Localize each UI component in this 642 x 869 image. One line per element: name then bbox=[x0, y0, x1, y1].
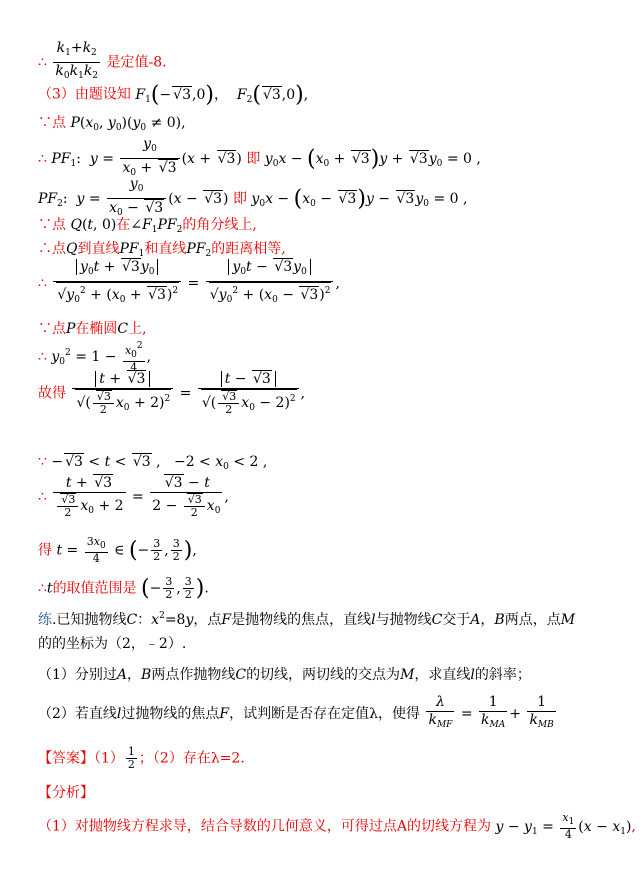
ratio-fraction-1: t + √ 3 √ $\frac{3}{2}$ $x_0 + 2$ bbox=[53, 474, 125, 520]
line-pf1: ∴ $PF_1$: y = $\frac{y_0}{x_0 + √ 3}$ (x + √ 3) 即 $y_0x - (x_0$ + √ 3)y + √ $3y_0 = 0$ , bbox=[38, 136, 481, 182]
ratio-fraction-2: √ 3 − t 2 − √ $\frac{3}{2}$ $x_0$ bbox=[150, 474, 222, 520]
therefore-symbol: ∴ bbox=[38, 580, 47, 597]
point-p-expr: $P(x_0$, $y_0)(y_0 \ne 0)$, bbox=[70, 115, 186, 133]
because-text: ∵点 bbox=[38, 217, 66, 233]
therefore-text: ∴点 bbox=[38, 241, 66, 257]
x0-sq-over-4: $\frac{x_0^2}{4}$ bbox=[124, 341, 143, 374]
ie-text: 即 bbox=[232, 191, 247, 207]
answer-label: 【答案】 bbox=[38, 750, 94, 767]
distance-fraction-1: $y_0t$ + √ $3y_0$ √ $y_0^2 + (x_0$ + √ 3)$^2$ bbox=[53, 258, 181, 309]
therefore-symbol: ∴ bbox=[38, 151, 47, 167]
answer-line bbox=[38, 746, 245, 771]
exercise-text-3: 是抛物线的焦点，直线 bbox=[231, 612, 372, 628]
ie-text: 即 bbox=[246, 151, 261, 167]
q2-text: （2）若直线 bbox=[38, 706, 117, 722]
question-2: （2）若直线l过抛物线的焦点F，试判断是否存在定值λ，使得 $\frac{\lambda}{k_{MF}}$ = $\frac{1}{k_{MA}}$ + $\frac{1}{k_{MB}}$ bbox=[38, 694, 558, 734]
because-text: ∵点 bbox=[38, 321, 66, 337]
because-text: ∵点 bbox=[38, 115, 66, 131]
q1-text-e: 的斜率； bbox=[474, 667, 531, 683]
analysis-text: （1）对抛物线方程求导，结合导数的几何意义，可得过点A的切线方程为 bbox=[38, 818, 492, 835]
t-fraction: $\frac{3x_0}{4}$ bbox=[86, 535, 106, 565]
therefore-symbol: ∴ bbox=[38, 54, 47, 71]
line-constant bbox=[38, 40, 167, 85]
analysis-line: （1）对抛物线方程求导，结合导数的几何意义，可得过点A的切线方程为 $y - y_1$ = $\frac{x_1}{4}$ $(x - x_1)$, bbox=[38, 811, 636, 841]
line-point-q: ∵点 Q(t, 0)在$\angle F_1PF_2$的角分线上, bbox=[38, 217, 257, 235]
distance-fraction-2: $y_0t$ − √ $3y_0$ √ $y_0^2 + (x_0$ − √ 3)$^2$ bbox=[206, 258, 334, 309]
to-line-text: 到直线 bbox=[77, 241, 120, 257]
line-distances: ∴点Q到直线$PF_1$和直线$PF_2$的距离相等, bbox=[38, 241, 286, 259]
part3-label: （3）由题设知 bbox=[38, 86, 131, 103]
exercise-text-5: 交于 bbox=[442, 612, 471, 628]
exercise-text-2: ，点 bbox=[193, 612, 222, 628]
line-ellipse: ∵点P在椭圆C上, bbox=[38, 321, 147, 337]
on-ellipse-text: 在椭圆 bbox=[75, 321, 118, 337]
q1-text-d: ，求直线 bbox=[414, 667, 471, 683]
question-1: （1）分别过A，B两点作抛物线C的切线，两切线的交点为M，求直线l的斜率； bbox=[38, 667, 531, 683]
line-y0-squared: ∴ $y_0^2 = 1$ − $\frac{x_0^2}{4}$ , bbox=[38, 341, 152, 374]
line-t-range: ∴t的取值范围是 (− $\frac{3}{2}$ , $\frac{3}{2}$ ). bbox=[38, 575, 209, 601]
lambda-fraction: $\frac{\lambda}{k_{MF}}$ bbox=[428, 694, 453, 730]
line-range-t-x0: ∵ −√ 3 < t < √ 3 , $-2 < x_0 < 2$ , bbox=[38, 453, 267, 472]
line-simplified: 故得 t + √ 3 √ ( √ $\frac{3}{2}$ $x_0 + 2)^2$ = t − √ 3 √ ( √ $\frac{3}{2}$ $x_0 - 2)^2$ , bbox=[38, 370, 305, 417]
constant-text: 是定值-8. bbox=[106, 54, 167, 71]
exercise-text-1: .已知抛物线 bbox=[52, 612, 127, 628]
analysis-label bbox=[38, 782, 94, 802]
one-over-kma: $\frac{1}{k_{MA}}$ bbox=[481, 694, 506, 730]
answer-part2: ；（2）存在λ=2. bbox=[138, 750, 245, 767]
exercise-text-4: 与抛物线 bbox=[375, 612, 432, 628]
one-half: $\frac{1}{2}$ bbox=[127, 745, 135, 771]
simplified-fraction-2: t − √ 3 √ ( √ $\frac{3}{2}$ $x_0 - 2)^2$ bbox=[198, 370, 299, 417]
q1-text: （1）分别过 bbox=[38, 667, 117, 683]
line-point-p bbox=[38, 112, 186, 133]
pf1-fraction: $\frac{y_0}{x_0 + √ 3}$ bbox=[120, 136, 179, 182]
bisector-text: 的角分线上, bbox=[182, 217, 257, 233]
line-distance-equation: ∴ $y_0t$ + √ $3y_0$ √ $y_0^2 + (x_0$ + √ 3)$^2$ = $y_0t$ − √ $3y_0$ √ $y_0^2 + (x_0$ − √ 3)$^2$ , bbox=[38, 258, 340, 309]
simplified-fraction-1: t + √ 3 √ ( √ $\frac{3}{2}$ $x_0 + 2)^2$ bbox=[72, 370, 173, 417]
focus-f1: $F_1(-√$ 3,0)， $F_2(√$ 3,0), bbox=[135, 87, 308, 103]
range-text: 的取值范围是 bbox=[52, 580, 137, 597]
q2-text-b: 过抛物线的焦点 bbox=[121, 706, 220, 722]
q1-text-b: 两点作抛物线 bbox=[151, 667, 236, 683]
exercise-text-6: 两点，点 bbox=[504, 612, 561, 628]
exercise-label: 练 bbox=[38, 612, 52, 628]
pf2-fraction: $\frac{y_0}{x_0 - √ 3}$ bbox=[107, 176, 166, 222]
line-pf2: $PF_2$: y = $\frac{y_0}{x_0 - √ 3}$ (x − √ 3) 即 $y_0x - (x_0$ − √ 3)y − √ $3y_0 = 0$ , bbox=[38, 176, 467, 222]
one-over-kmb: $\frac{1}{k_{MB}}$ bbox=[529, 694, 554, 730]
fraction-k: $\frac{k_1+k_2}{k_0k_1k_2}$ bbox=[55, 40, 99, 81]
analysis-label-text: 【分析】 bbox=[38, 785, 94, 801]
q2-text-c: ，试判断是否存在定值λ，使得 bbox=[229, 706, 420, 722]
get-text: 得 bbox=[38, 542, 52, 559]
equal-distance-text: 的距离相等, bbox=[211, 241, 286, 257]
line-t-value: 得 t = $\frac{3x_0}{4}$ ∈ (− $\frac{3}{2}$ , $\frac{3}{2}$ ), bbox=[38, 535, 197, 565]
answer-part1: （1） bbox=[94, 750, 124, 767]
line-ratio: ∴ t + √ 3 √ $\frac{3}{2}$ $x_0 + 2$ = √ 3 − t 2 − √ $\frac{3}{2}$ $x_0$ , bbox=[38, 474, 229, 520]
exercise-paragraph: 练.已知抛物线C：$x^2=8y$，点F是抛物线的焦点，直线l与抛物线C交于A，B两点，点M 的的坐标为（2，﹣2）. bbox=[38, 611, 576, 652]
and-line-text: 和直线 bbox=[144, 241, 187, 257]
hence-text: 故得 bbox=[38, 385, 66, 402]
q1-text-c: 的切线，两切线的交点为 bbox=[246, 667, 401, 683]
exercise-text-7: 的坐标为（2，﹣2）. bbox=[52, 636, 187, 652]
line-foci bbox=[38, 82, 308, 107]
on-text: 上, bbox=[128, 321, 147, 337]
